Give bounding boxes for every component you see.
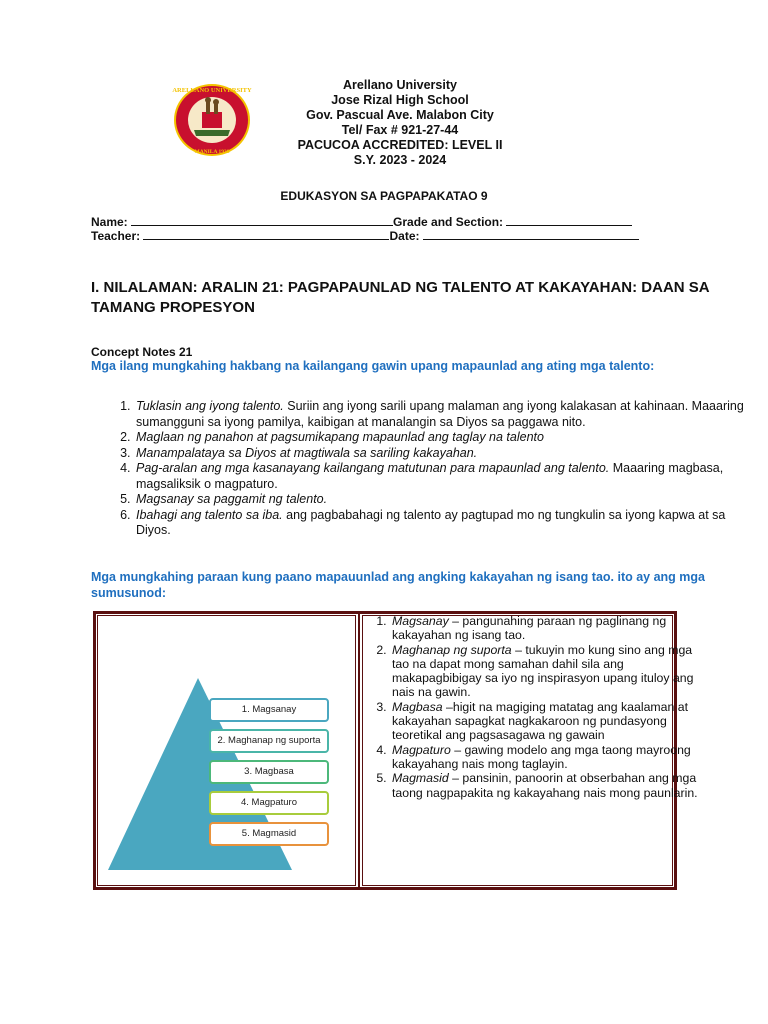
name-grade-row <box>91 214 632 229</box>
list-item <box>134 461 744 492</box>
steps-list <box>108 399 744 539</box>
list-item <box>390 643 700 700</box>
school-phone: Tel/ Fax # 921-27-44 <box>341 123 459 137</box>
list-item <box>134 399 744 430</box>
name-label: Name: <box>91 215 128 229</box>
teacher-label: Teacher: <box>91 229 141 243</box>
pyramid-label-5: 5. Magmasid <box>209 822 329 846</box>
way-title: Magmasid <box>392 771 449 786</box>
teacher-date-row <box>91 228 639 243</box>
list-item <box>134 430 744 446</box>
grade-label: Grade and Section: <box>393 215 504 229</box>
way-text: – pangunahing paraan ng paglinang ng kakayahan ng isang tao. <box>392 614 667 643</box>
grade-field[interactable] <box>506 214 632 226</box>
list-item <box>134 492 744 508</box>
step-title: Magsanay sa paggamit ng talento. <box>136 492 328 506</box>
way-title: Maghanap ng suporta <box>392 642 512 657</box>
way-text: – pansinin, panoorin at obserbahan ang mga taong nagpapakita ng kakayahang nais mong paunlarin. <box>392 771 698 800</box>
list-item <box>134 446 744 462</box>
high-school-name: Jose Rizal High School <box>331 93 469 107</box>
lesson-title: I. NILALAMAN: ARALIN 21: PAGPAPAUNLAD NG TALENTO AT KAKAYAHAN: DAAN SA TAMANG PROPESYON <box>91 279 710 316</box>
step-title: Maglaan ng panahon at pagsumikapang mapaunlad ang taglay na talento <box>136 430 544 444</box>
list-item <box>390 700 700 743</box>
name-field[interactable] <box>131 214 393 226</box>
list-item <box>390 771 700 800</box>
way-text: – tukuyin mo kung sino ang mga tao na dapat mong samahan dahil sila ang makapagbibigay sa iyo ng inspirasyon upang ituloy ang nais na gawin. <box>392 642 694 700</box>
step-title: Tuklasin ang iyong talento. <box>136 399 284 413</box>
question-heading-2: Mga mungkahing paraan kung paano mapauunlad ang angking kakayahan ng isang tao. ito ay ang mga sumusunod: <box>91 570 705 600</box>
school-year: S.Y. 2023 - 2024 <box>353 153 447 167</box>
pyramid-label-3: 3. Magbasa <box>209 760 329 784</box>
list-item <box>390 614 700 643</box>
pyramid-label-2: 2. Maghanap ng suporta <box>209 729 329 753</box>
ways-list <box>366 614 700 800</box>
step-title: Pag-aralan ang mga kasanayang kailangang matutunan para mapaunlad ang talento. <box>136 461 610 475</box>
teacher-field[interactable] <box>143 228 389 240</box>
school-header <box>270 78 530 168</box>
seal-top-text: ARELLANO UNIVERSITY <box>172 87 252 94</box>
step-title: Manampalataya sa Diyos at magtiwala sa sariling kakayahan. <box>136 445 478 460</box>
way-text: – gawing modelo ang mga taong mayroong kakayahang nais mong taglayin. <box>392 742 691 771</box>
way-title: Magbasa <box>392 699 443 714</box>
way-title: Magpaturo <box>392 742 451 757</box>
seal-bottom-text: MANILA 1938 <box>194 149 230 155</box>
school-name: Arellano University <box>343 78 457 92</box>
date-label: Date: <box>389 229 420 243</box>
university-seal-logo <box>172 82 252 158</box>
pyramid-label-4: 4. Magpaturo <box>209 791 329 815</box>
question-heading-1: Mga ilang mungkahing hakbang na kailangang gawin upang mapaunlad ang ating mga talento: <box>91 359 655 373</box>
date-field[interactable] <box>423 228 639 240</box>
way-text: –higit na magiging matatag ang kaalaman at kakayahan sapagkat nagkakaroon ng pundasyong teoretikal ang pagsasagawa ng gawain <box>392 699 689 743</box>
step-text: ang pagbabahagi ng talento ay pagtupad mo ng tungkulin sa iyong kapwa at sa Diyos. <box>136 507 726 537</box>
way-title: Magsanay <box>392 614 449 628</box>
table-divider <box>358 611 360 890</box>
list-item <box>134 508 744 539</box>
pyramid-label-1: 1. Magsanay <box>209 698 329 722</box>
step-text: Suriin ang iyong sarili upang malaman ang iyong kalakasan at kahinaan. Maaaring sumangguni sa iyong pamilya, kaibigan at manalangin sa Diyos sa paggawa nito. <box>136 399 744 429</box>
list-item <box>390 743 700 772</box>
school-address: Gov. Pascual Ave. Malabon City <box>306 108 494 122</box>
accreditation: PACUCOA ACCREDITED: LEVEL II <box>297 138 503 152</box>
step-text: Maaaring magbasa, magsaliksik o magpaturo. <box>136 461 724 491</box>
step-title: Ibahagi ang talento sa iba. <box>136 507 283 522</box>
subject-title: EDUKASYON SA PAGPAPAKATAO 9 <box>280 189 488 203</box>
concept-notes-heading: Concept Notes 21 <box>91 345 193 359</box>
